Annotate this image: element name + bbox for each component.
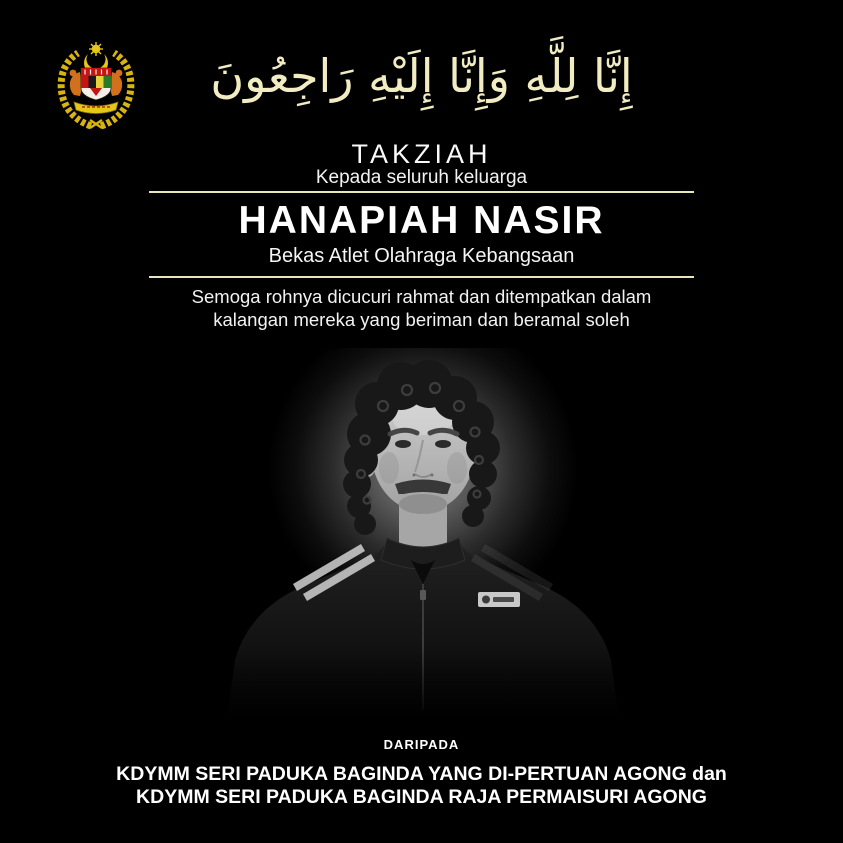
from-attribution bbox=[0, 763, 843, 808]
divider-line-top bbox=[149, 191, 694, 193]
portrait-photo bbox=[211, 348, 635, 720]
deceased-name: HANAPIAH NASIR bbox=[238, 199, 605, 242]
prayer-text bbox=[0, 286, 843, 331]
from-line-2: KDYMM SERI PADUKA BAGINDA RAJA PERMAISURI AGONG bbox=[136, 785, 707, 808]
from-label: DARIPADA bbox=[383, 737, 460, 752]
prayer-line-2: kalangan mereka yang beriman dan beramal soleh bbox=[213, 308, 630, 330]
jacket-sponsor-patch bbox=[478, 592, 520, 607]
deceased-description: Bekas Atlet Olahraga Kebangsaan bbox=[268, 245, 575, 267]
from-line-1: KDYMM SERI PADUKA BAGINDA YANG DI-PERTUAN AGONG dan bbox=[116, 763, 727, 785]
takziah-heading: TAKZIAH bbox=[351, 139, 492, 169]
arabic-calligraphy: إِنَّا لِلَّهِ وَإِنَّا إِلَيْهِ رَاجِعُونَ bbox=[210, 49, 633, 103]
takziah-subheading: Kepada seluruh keluarga bbox=[315, 167, 528, 188]
prayer-line-1: Semoga rohnya dicucuri rahmat dan ditempatkan dalam bbox=[191, 286, 652, 307]
divider-line-bottom bbox=[149, 276, 694, 278]
